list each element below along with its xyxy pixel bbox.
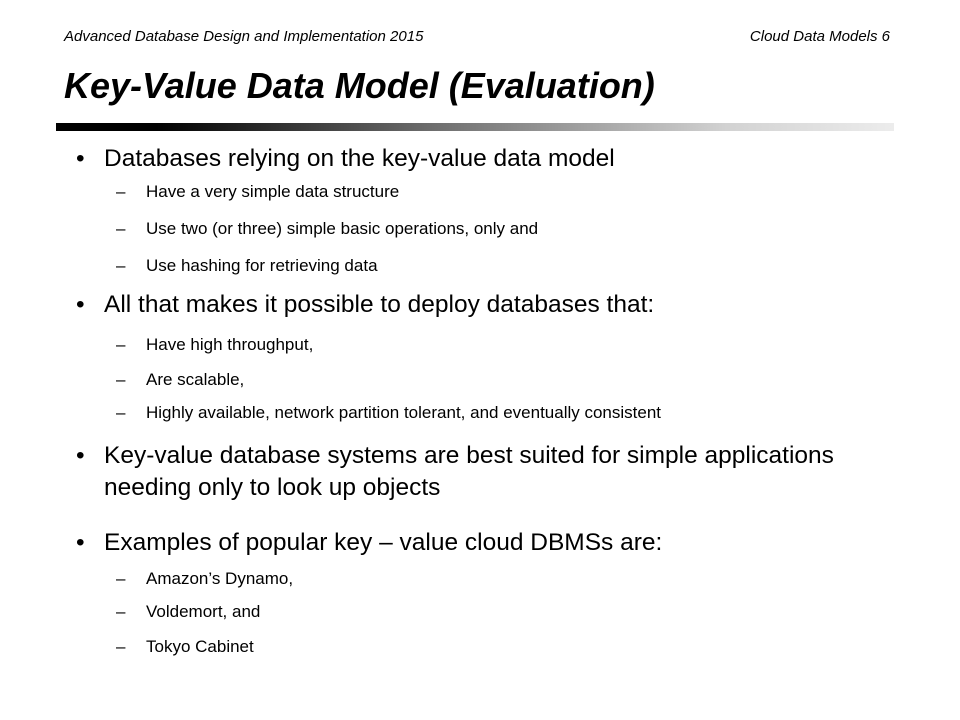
sub-bullet-item <box>116 601 896 623</box>
dash-marker: – <box>116 256 126 275</box>
dash-marker: – <box>116 403 126 422</box>
dash-marker: – <box>116 335 126 354</box>
sub-bullet-text: Use hashing for retrieving data <box>146 256 378 275</box>
sub-bullet-item <box>116 568 896 590</box>
bullet-text: Databases relying on the key-value data model <box>104 145 615 172</box>
sub-bullet-text: Have high throughput, <box>146 335 314 354</box>
sub-bullet-item <box>116 218 896 240</box>
sub-bullet-item <box>116 334 896 356</box>
bullet-item <box>76 143 896 175</box>
header-course-title: Advanced Database Design and Implementation 2015 <box>64 28 424 45</box>
dash-marker: – <box>116 219 126 238</box>
bullet-marker: • <box>76 145 85 172</box>
slide-title: Key-Value Data Model (Evaluation) <box>64 65 655 106</box>
bullet-item <box>76 527 896 559</box>
sub-bullet-item <box>116 402 896 424</box>
dash-marker: – <box>116 637 126 656</box>
sub-bullet-item <box>116 181 896 203</box>
bullet-text: All that makes it possible to deploy databases that: <box>104 291 655 318</box>
bullet-item <box>76 289 896 321</box>
sub-bullet-text: Use two (or three) simple basic operations, only and <box>146 219 539 238</box>
sub-bullet-text: Are scalable, <box>146 370 245 389</box>
sub-bullet-text: Amazon’s Dynamo, <box>146 569 294 588</box>
sub-bullet-item <box>116 369 896 391</box>
header-slide-label: Cloud Data Models 6 <box>749 28 890 45</box>
bullet-marker: • <box>76 529 85 556</box>
bullet-marker: • <box>76 291 85 318</box>
dash-marker: – <box>116 569 126 588</box>
dash-marker: – <box>116 182 126 201</box>
bullet-text: Key-value database systems are best suited for simple applications needing only to look up objects <box>104 442 834 501</box>
sub-bullet-text: Have a very simple data structure <box>146 182 400 201</box>
bullet-text: Examples of popular key – value cloud DBMSs are: <box>104 529 663 556</box>
sub-bullet-item <box>116 255 896 277</box>
sub-bullet-text: Highly available, network partition tolerant, and eventually consistent <box>146 403 662 422</box>
sub-bullet-item <box>116 636 896 658</box>
sub-bullet-text: Tokyo Cabinet <box>146 637 254 656</box>
sub-bullet-text: Voldemort, and <box>146 602 261 621</box>
bullet-marker: • <box>76 442 85 469</box>
bullet-item <box>76 440 896 504</box>
dash-marker: – <box>116 370 126 389</box>
dash-marker: – <box>116 602 126 621</box>
